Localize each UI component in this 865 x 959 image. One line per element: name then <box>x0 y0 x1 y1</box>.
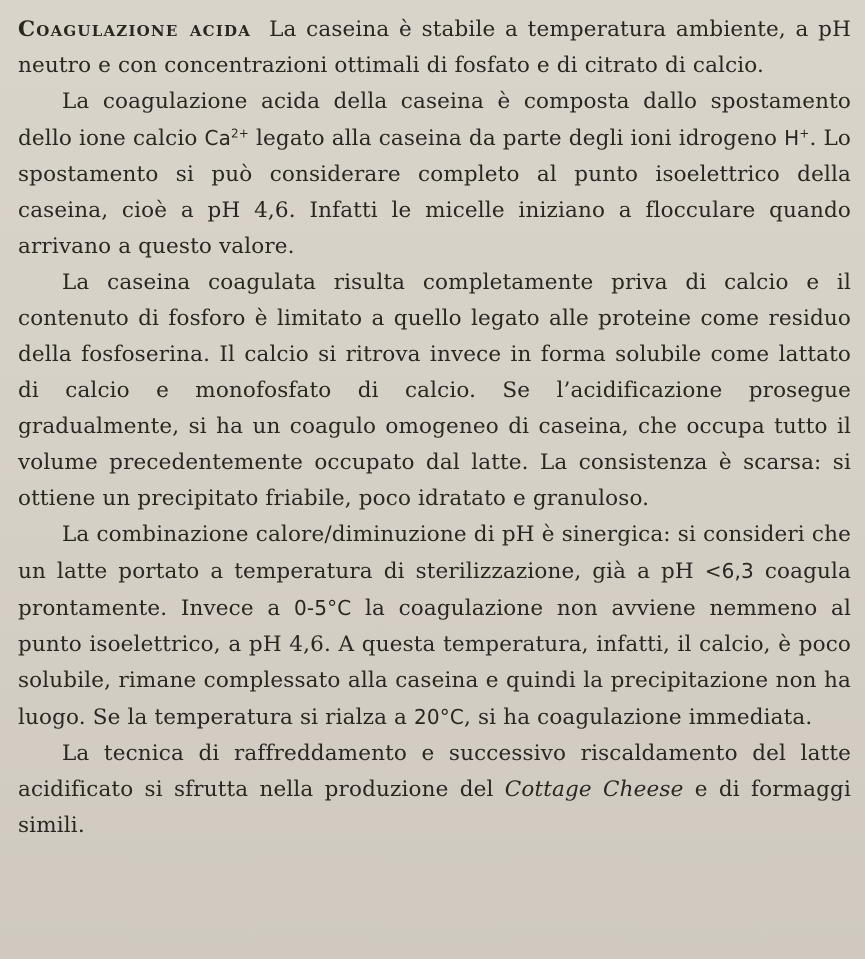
hydrogen-charge: + <box>799 126 810 141</box>
paragraph-2-text-a: La coagulazione acida della caseina è composta dallo spostamento dello ione calcio <box>18 89 851 151</box>
paragraph-5-text-b: e di formaggi simili. <box>18 777 851 838</box>
paragraph-4-text-d: , si ha coagulazione immediata. <box>464 705 813 730</box>
paragraph-5-text-a: La tecnica di raffreddamento e successivo riscaldamento del latte acidificato si sfrutta nella produzione del <box>18 741 851 802</box>
paragraph-intro <box>18 12 851 84</box>
cottage-cheese-term: Cottage Cheese <box>504 777 684 802</box>
paragraph-1-text: La caseina è stabile a temperatura ambiente, a pH neutro e con concentrazioni ottimali di fosfato e di citrato di calcio. <box>18 17 851 78</box>
high-temperature: 20°C <box>414 705 465 729</box>
paragraph-3: La caseina coagulata risulta completamente priva di calcio e il contenuto di fosforo è limitato a quello legato alle proteine come residuo della fosfoserina. Il calcio si ritrova invece in forma solubile come lattato di calcio e monofosfato di calcio. Se l’acidificazione prosegue gradualmente, si ha un coagulo omogeneo di caseina, che occupa tutto il volume precedentemente occupato dal latte. La consistenza è scarsa: si ottiene un precipitato friabile, poco idratato e granuloso. <box>18 270 851 511</box>
paragraph-2-text-b: legato alla caseina da parte degli ioni idrogeno <box>249 126 785 151</box>
low-temperature: 0-5°C <box>293 596 352 620</box>
paragraph-2 <box>18 84 851 265</box>
paragraph-4 <box>18 517 851 736</box>
paragraph-4-text-c: la coagulazione non avviene nemmeno al punto isoelettrico, a pH 4,6. A questa temperatura, infatti, il calcio, è poco solubile, rimane complessato alla caseina e quindi la precipitazione non ha luogo. Se la temperatura si rialza a <box>18 596 851 730</box>
calcium-symbol: Ca <box>204 126 231 150</box>
ph-threshold: <6,3 <box>704 559 754 583</box>
paragraph-4-text-a: La combinazione calore/diminuzione di pH è sinergica: si consideri che un latte portato a temperatura di sterilizzazione, già a pH <box>18 522 851 584</box>
paragraph-5 <box>18 736 851 844</box>
calcium-charge: 2+ <box>231 126 249 141</box>
section-title: Coagulazione acida <box>18 17 252 42</box>
calcium-ion <box>204 126 249 150</box>
paragraph-2-text-c: . Lo spostamento si può considerare completo al punto isoelettrico della caseina, cioè a pH 4,6. Infatti le micelle iniziano a flocculare quando arrivano a questo valore. <box>18 126 852 259</box>
hydrogen-symbol: H <box>784 126 800 150</box>
hydrogen-ion <box>784 126 809 150</box>
paragraph-4-text-b: coagula prontamente. Invece a <box>18 559 851 621</box>
